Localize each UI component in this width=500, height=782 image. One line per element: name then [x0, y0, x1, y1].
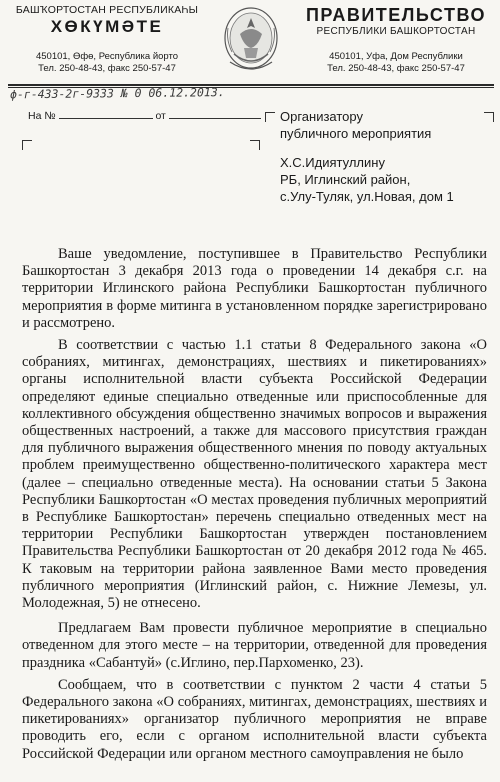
ot-label: от	[155, 110, 166, 122]
letterhead-right	[296, 4, 496, 75]
paragraph: Сообщаем, что в соответствии с пунктом 2 части 4 статьи 5 Федерального закона «О собраниях, митингах, демонстрациях, шествиях и пикетированиях» организатор публичного мероприятия не вправе проводить его, если с органом исполнительной власти субъекта Российской Федерации или органом местного самоуправления не было	[22, 676, 487, 762]
paragraph: В соответствии с частью 1.1 статьи 8 Федерального закона «О собраниях, митингах, демонстрациях, шествиях и пикетированиях» органы исполнительной власти субъекта Российской Федерации определяют единые специально отведенные или приспособленные для коллективного обсуждения общественно значимых вопросов и выражения общественных настроений, а также для массового присутствия граждан для публичного выражения общественного мнения по поводу актуальных проблем преимущественно общественно-политического характера мест (далее – специально отведенные места). На основании статьи 5 Закона Республики Башкортостан «О местах проведения публичных мероприятий в Республике Башкортостан» перечень специально отведенных мест на территории Республики Башкортостан утвержден постановлением Правительства Республики Башкортостан от 20 декабря 2012 года № 465. К таковым на территории района заявленное Вами место проведения публичного мероприятия (Иглинский район, с. Нижние Лемезы, ул. Молодежная, 5) не отнесено.	[22, 337, 487, 612]
address-russian	[296, 51, 496, 75]
addressee-line: публичного мероприятия	[280, 126, 432, 141]
address-bashkir	[8, 51, 206, 75]
corner-mark	[250, 140, 260, 150]
addressee-line: Организатору	[280, 109, 363, 124]
address-line: 450101, Өфө, Республика йорто	[35, 51, 179, 62]
paragraph: Предлагаем Вам провести публичное мероприятие в специально отведенном для этого месте – на территории, отведенной для проведения праздника «Сабантуй» (с.Иглино, пер.Пархоменко, 23).	[22, 620, 487, 671]
coat-of-arms-icon	[222, 4, 280, 76]
org-name-russian-line1: ПРАВИТЕЛЬСТВО	[305, 5, 486, 25]
org-name-bashkir-line1: БАШҠОРТОСТАН РЕСПУБЛИКАҺЫ	[15, 4, 199, 16]
addressee-line: с.Улу-Туляк, ул.Новая, дом 1	[280, 189, 454, 204]
addressee-name: Х.С.Идиятуллину	[280, 155, 385, 170]
reference-line	[28, 110, 268, 122]
corner-mark	[22, 140, 32, 150]
org-name-bashkir-line2: ХӨКҮМӘТЕ	[50, 17, 164, 36]
letter-body	[22, 246, 487, 768]
phone-line: Тел. 250-48-43, факс 250-57-47	[327, 63, 465, 74]
phone-line: Тел. 250-48-43, факс 250-57-47	[38, 63, 176, 74]
org-name-russian-line2: РЕСПУБЛИКИ БАШКОРТОСТАН	[316, 26, 476, 37]
letterhead-left	[8, 4, 206, 75]
corner-mark	[265, 112, 275, 122]
na-blank	[59, 118, 153, 119]
paragraph: Ваше уведомление, поступившее в Правительство Республики Башкортостан 3 декабря 2013 года о проведении 14 декабря с.г. на территории Иглинского района Республики Башкортостан публичного мероприятия в форме митинга в установленном порядке зарегистрировано и рассмотрено.	[22, 246, 487, 331]
ot-blank	[169, 118, 261, 119]
addressee-line: РБ, Иглинский район,	[280, 172, 411, 187]
na-label: На №	[28, 110, 56, 122]
registration-number: ϕ-г-433-2г-9333 № 0 06.12.2013.	[9, 85, 225, 102]
address-line: 450101, Уфа, Дом Республики	[329, 51, 463, 62]
addressee-block	[280, 108, 495, 205]
